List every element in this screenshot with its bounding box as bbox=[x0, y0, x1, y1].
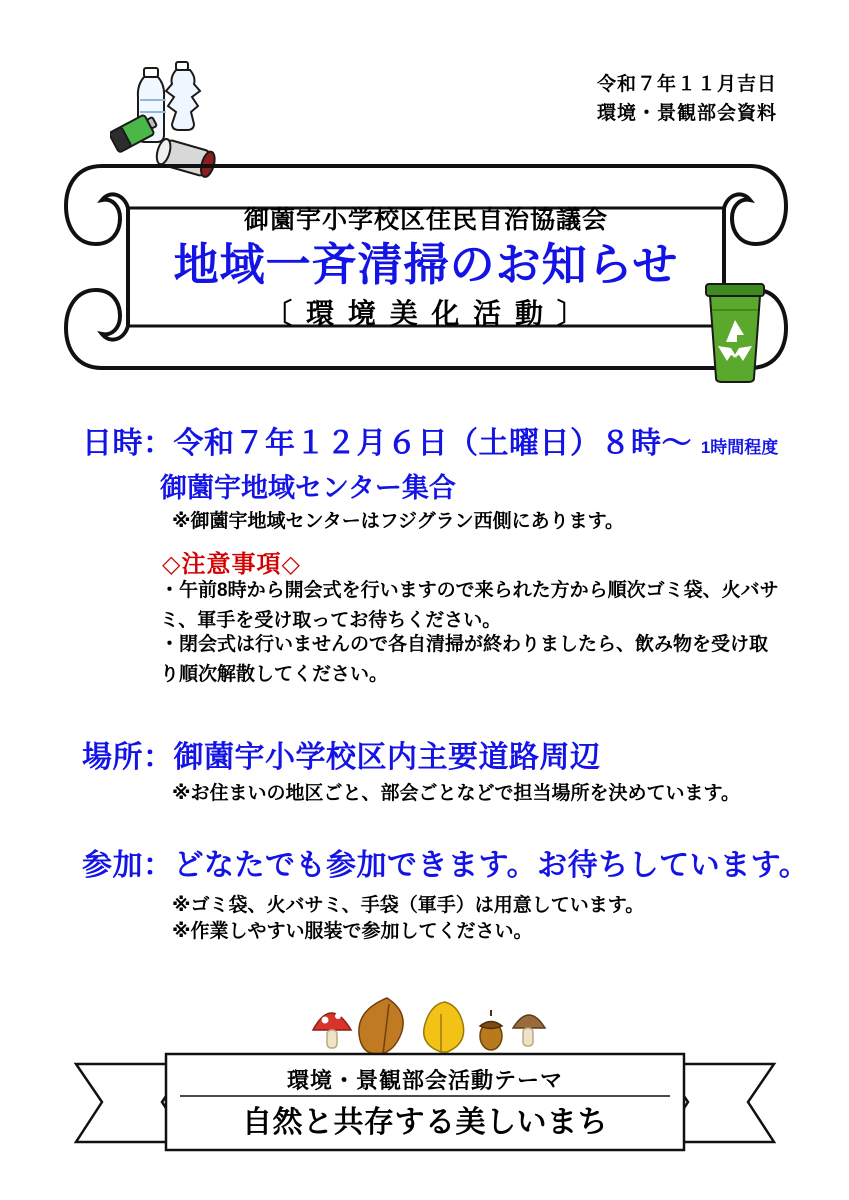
participation-label: 参加：どなたでも参加できます。お待ちしています。 bbox=[82, 849, 810, 882]
caution-item-2: ・閉会式は行いませんので各自清掃が終わりましたら、飲み物を受け取り順次解散してください。 bbox=[160, 634, 769, 686]
document-meta bbox=[597, 70, 777, 129]
meeting-point-note: ※御薗宇地域センターはフジグラン西側にあります。 bbox=[172, 511, 625, 532]
datetime-label: 日時：令和７年１２月６日（土曜日）８時～ bbox=[82, 427, 692, 460]
poster-title-block bbox=[62, 160, 790, 372]
caution-heading: ◇注意事項◇ bbox=[162, 551, 301, 578]
location-note: ※お住まいの地区ごと、部会ごとなどで担当場所を決めています。 bbox=[172, 783, 740, 804]
participation-note-2: ※作業しやすい服装で参加してください。 bbox=[172, 921, 533, 942]
theme-label: 環境・景観部会活動テーマ bbox=[286, 1068, 563, 1093]
datetime-line bbox=[82, 418, 778, 462]
location-label: 場所：御薗宇小学校区内主要道路周辺 bbox=[82, 741, 601, 774]
theme-ribbon-text bbox=[70, 1050, 780, 1155]
page-title: 地域一斉清掃のお知らせ bbox=[173, 238, 679, 290]
meeting-point: 御薗宇地域センター集合 bbox=[160, 473, 456, 503]
meta-date: 令和７年１１月吉日 bbox=[596, 74, 777, 95]
title-bracket-subtitle: 〔 環 境 美 化 活 動 〕 bbox=[264, 298, 588, 330]
participation-note-1: ※ゴミ袋、火バサミ、手袋（軍手）は用意しています。 bbox=[172, 895, 645, 916]
theme-slogan: 自然と共存する美しいまち bbox=[242, 1106, 608, 1139]
title-scroll-banner bbox=[62, 160, 790, 372]
caution-item-1: ・午前8時から開会式を行いますので来られた方から順次ゴミ袋、火バサミ、軍手を受け取ってお待ちください。 bbox=[160, 580, 779, 632]
organization-name: 御薗宇小学校区住民自治協議会 bbox=[243, 205, 608, 234]
theme-ribbon bbox=[70, 1050, 780, 1155]
mushroom-leaf-acorn-icon bbox=[305, 994, 555, 1056]
datetime-duration: 1時間程度 bbox=[700, 438, 779, 457]
meta-department: 環境・景観部会資料 bbox=[596, 103, 777, 125]
recycle-bin-icon bbox=[690, 278, 780, 386]
